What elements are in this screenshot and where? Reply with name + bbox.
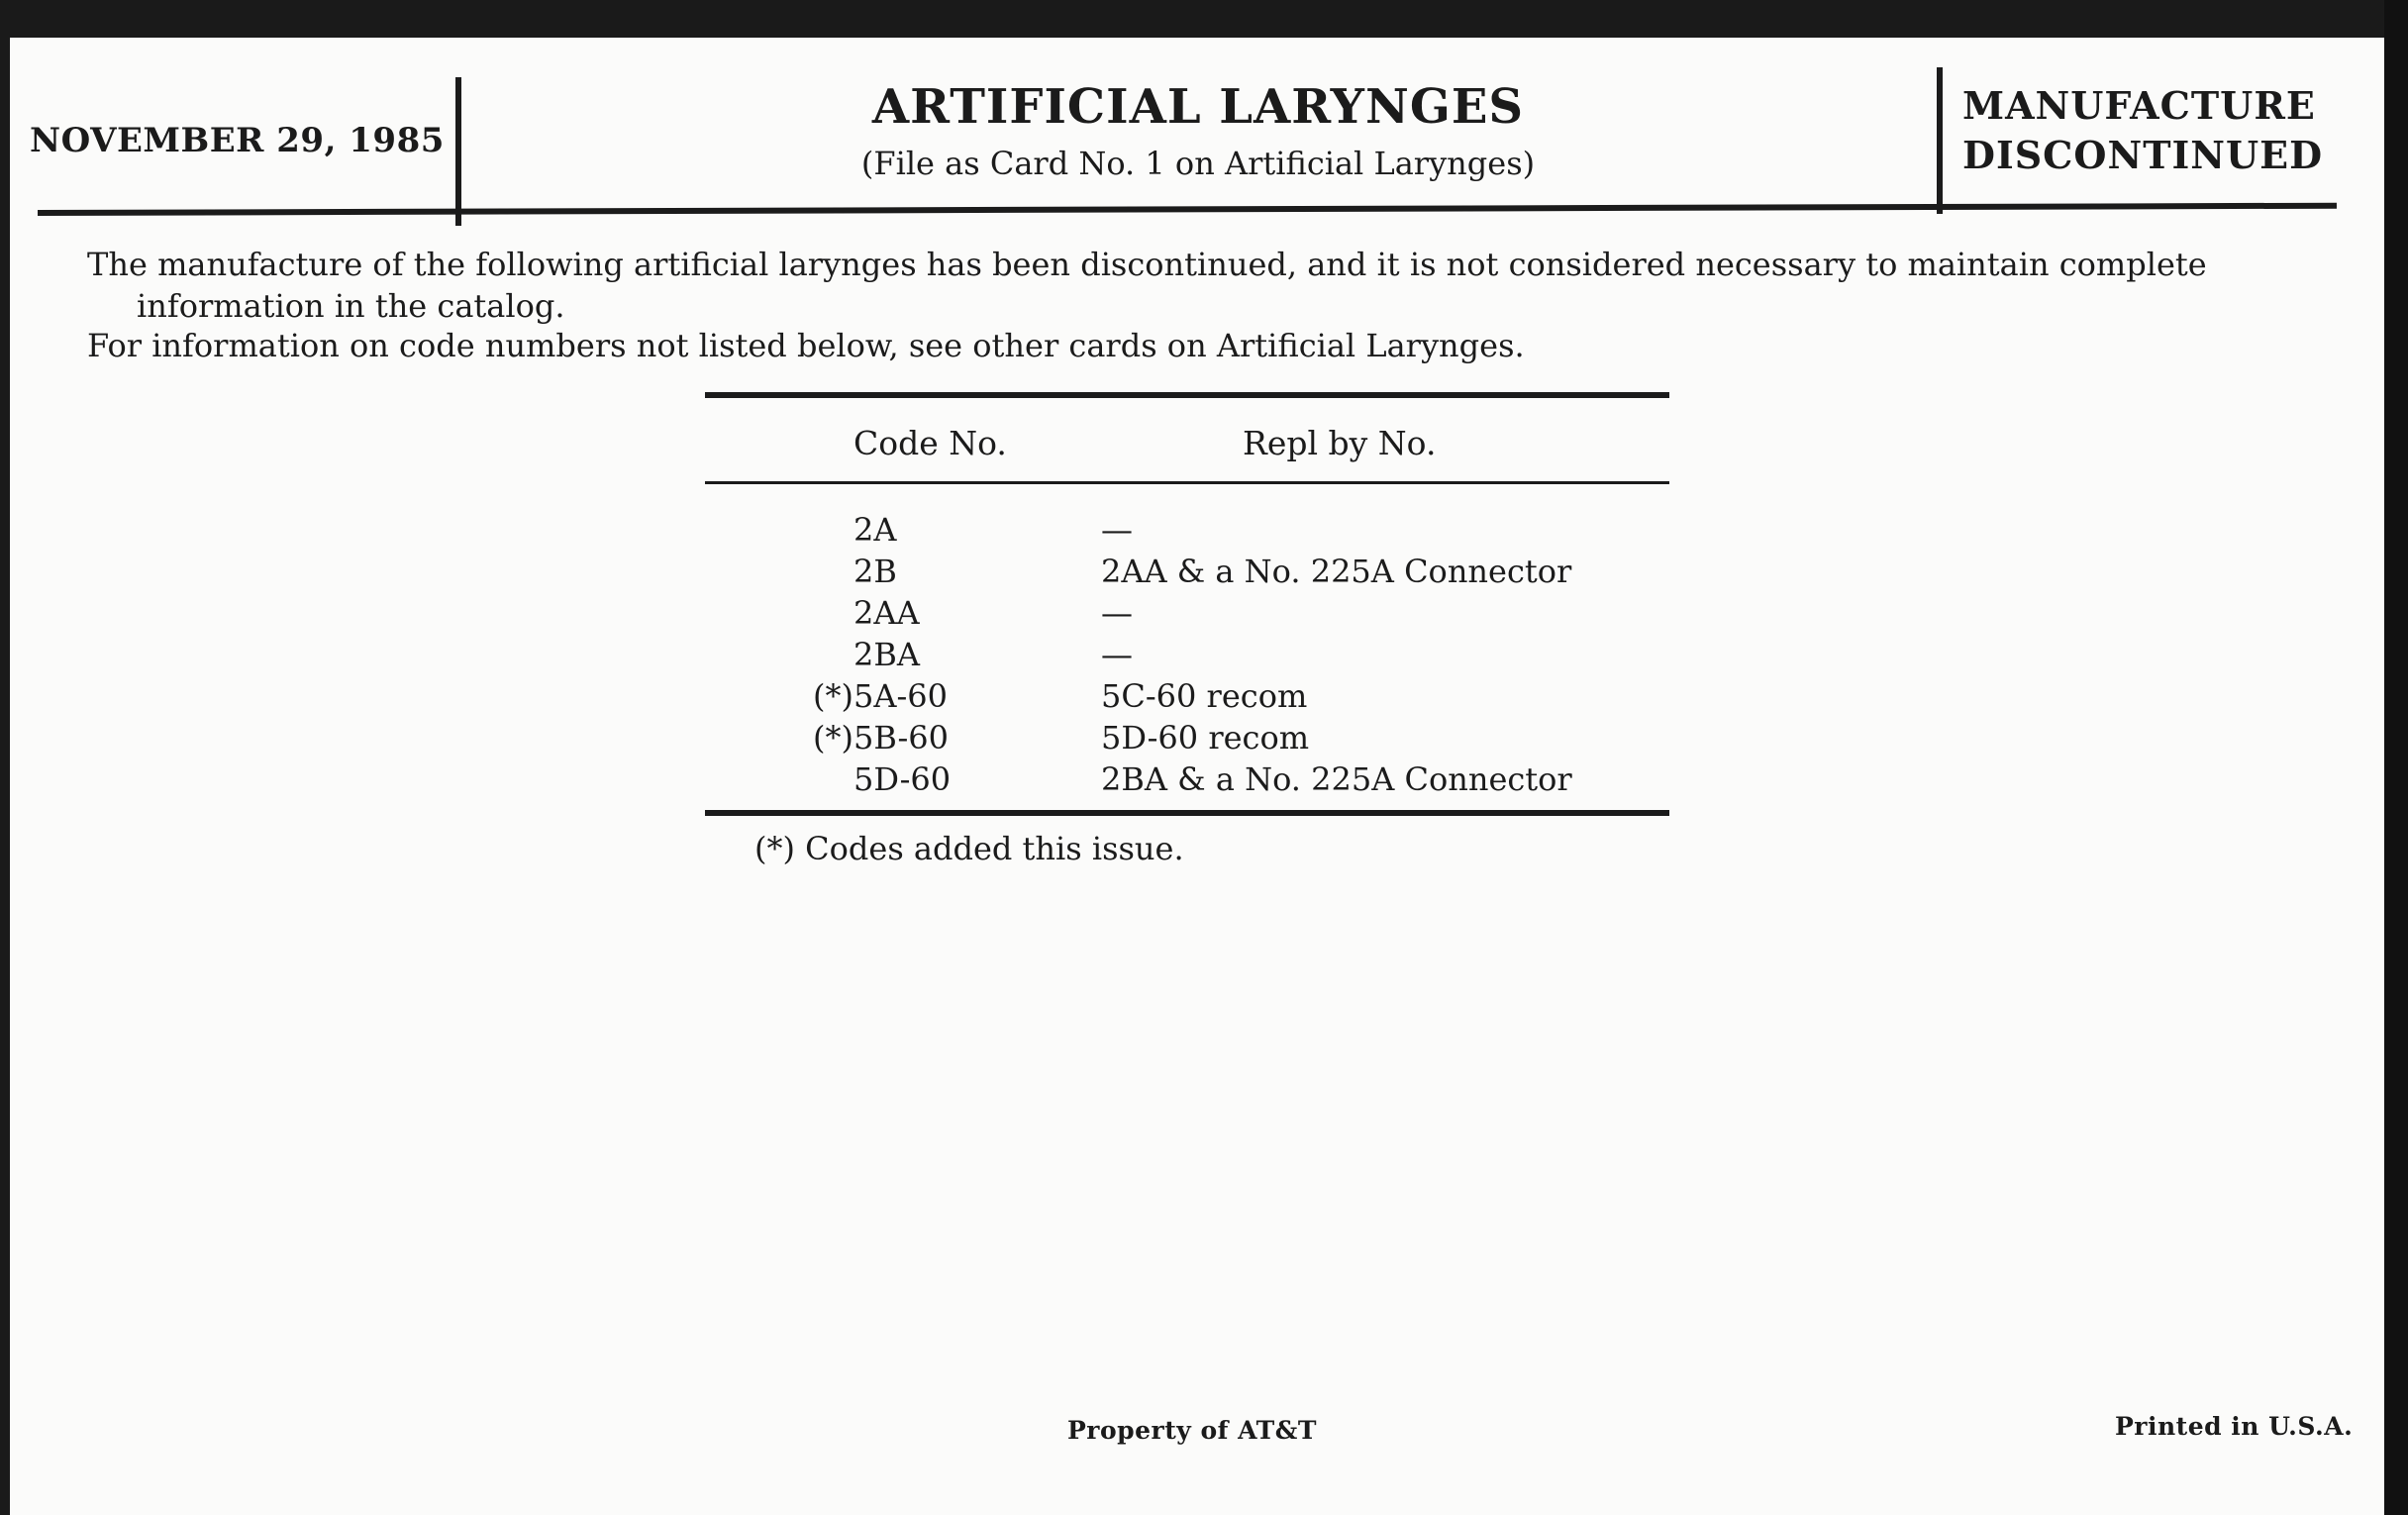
table-row <box>705 719 1669 760</box>
column-header-code: Code No. <box>853 424 1007 462</box>
code-cell: 2A <box>853 511 897 549</box>
repl-cell: — <box>1101 511 1133 549</box>
table-top-rule <box>705 392 1669 398</box>
table-row <box>705 511 1669 553</box>
table-row <box>705 553 1669 594</box>
new-code-marker: (*) <box>813 677 853 715</box>
column-header-repl: Repl by No. <box>1243 424 1437 462</box>
page-subtitle: (File as Card No. 1 on Artificial Larynges) <box>860 145 1536 182</box>
table-row <box>705 636 1669 677</box>
status-line-1: MANUFACTURE <box>1962 83 2316 128</box>
footer-printed: Printed in U.S.A. <box>2115 1412 2354 1441</box>
code-cell: 2B <box>853 553 897 590</box>
new-code-marker: (*) <box>813 719 853 757</box>
code-cell: 2BA <box>853 636 920 673</box>
table-row <box>705 760 1669 802</box>
intro-paragraph-2: For information on code numbers not listed below, see other cards on Artificial Larynges. <box>87 327 1525 364</box>
code-cell: 5A-60 <box>853 677 948 715</box>
scan-edge <box>2384 0 2408 1515</box>
repl-cell: 2AA & a No. 225A Connector <box>1101 553 1572 590</box>
repl-cell: — <box>1101 594 1133 632</box>
table-row <box>705 677 1669 719</box>
intro-paragraph-1: The manufacture of the following artificial larynges has been discontinued, and it is not considered necessary to maintain complete information in the catalog. <box>87 246 2207 325</box>
table-footnote: (*) Codes added this issue. <box>754 830 1184 867</box>
status-label <box>1962 81 2323 180</box>
status-line-2: DISCONTINUED <box>1962 133 2324 177</box>
issue-date: NOVEMBER 29, 1985 <box>30 121 445 160</box>
footer-property: Property of AT&T <box>1067 1416 1317 1445</box>
page-title: ARTIFICIAL LARYNGES <box>871 79 1525 135</box>
repl-cell: 5C-60 recom <box>1101 677 1308 715</box>
intro-text <box>87 244 2335 366</box>
header-divider-left <box>455 77 461 226</box>
repl-cell: — <box>1101 636 1133 673</box>
code-cell: 2AA <box>853 594 920 632</box>
table-header-rule <box>705 481 1669 484</box>
repl-cell: 5D-60 recom <box>1101 719 1310 757</box>
table-body <box>705 511 1669 802</box>
table-bottom-rule <box>705 810 1669 816</box>
header-divider-right <box>1937 67 1943 214</box>
code-cell: 5D-60 <box>853 760 952 798</box>
code-cell: 5B-60 <box>853 719 949 757</box>
table-row <box>705 594 1669 636</box>
repl-cell: 2BA & a No. 225A Connector <box>1101 760 1572 798</box>
